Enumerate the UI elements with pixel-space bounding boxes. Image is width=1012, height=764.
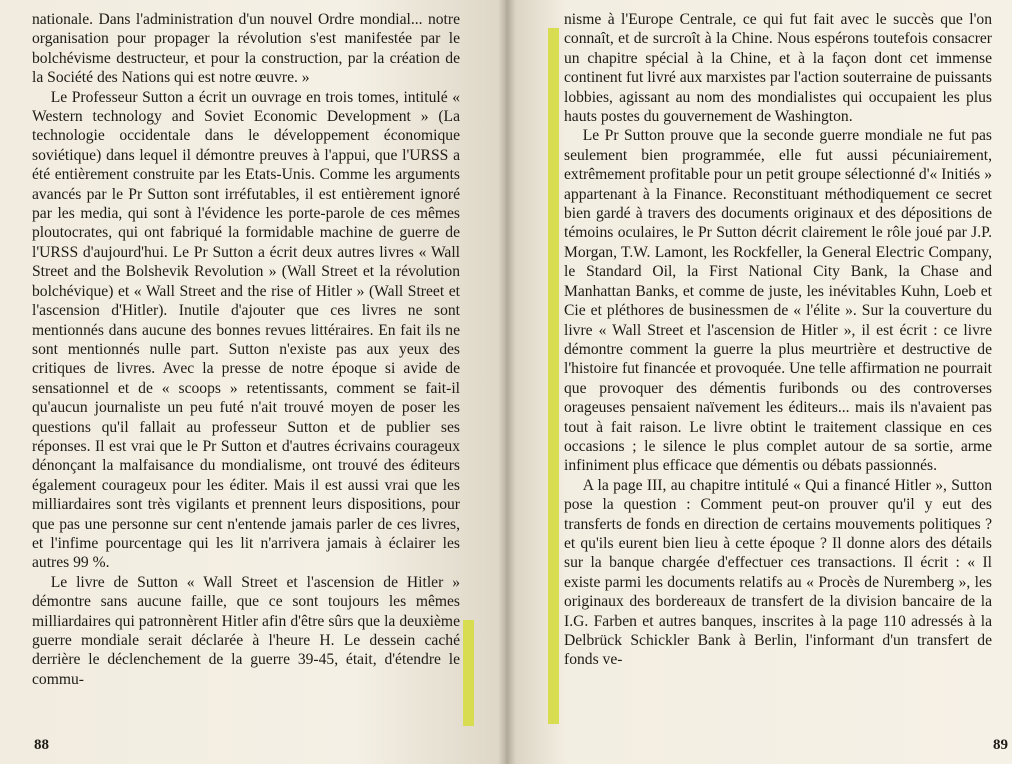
right-paragraph-2: Le Pr Sutton prouve que la seconde guerre mondiale ne fut pas seulement bien programmée, elle fut aussi pécuniairement, extrêmement profitable pour un petit groupe sélectionné d'« Initiés » appartenant à la Finance. Reconstituant méthodiquement ce secret bien gardé à travers des documents originaux et des dépositions de témoins oculaires, le Pr Sutton décrit clairement le rôle joué par J.P. Morgan, T.W. Lamont, les Rockfeller, la General Electric Company, le Standard Oil, la First National City Bank, la Chase and Manhattan Banks, et comme de juste, les inévitables Kuhn, Loeb et Cie et pléthores de businessmen de « l'élite ». Sur la couverture du livre « Wall Street et l'ascension de Hitler », il est écrit : ce livre démontre comment la guerre la plus meurtrière et destructive de l'histoire fut financée et provoquée. Une telle affirmation ne pourrait que provoquer des démentis furibonds ou des controverses orageuses pensaient naïvement les éditeurs... mais ils n'avaient pas tout à fait raison. Le livre obtint le traitement classique en ces occasions ; le silence le plus complet autour de sa sortie, arme infiniment plus efficace que démentis ou débats passionnés. <box>564 127 992 475</box>
page-number-right: 89 <box>993 737 1008 753</box>
right-page <box>506 0 1012 764</box>
right-paragraph-3: A la page III, au chapitre intitulé « Qui a financé Hitler », Sutton pose la question : Comment peut-on prouver qu'il y eut des transferts de fonds en direction de certains mouvements politiques ? et qu'ils eurent bien lieu à cette époque ? Il donne alors des détails sur la banque chargée d'effectuer ces transactions. Il écrit : « Il existe parmi les documents relatifs au « Procès de Nuremberg », les originaux des bordereaux de transfert de la division bancaire de la I.G. Farben et autres banques, inscrites à la page 110 adressés à la Delbrück Schickler Bank à Berlin, l'informant d'un transfert de fonds ve- <box>564 476 992 669</box>
left-paragraph-2: Le Professeur Sutton a écrit un ouvrage en trois tomes, intitulé « Western technology and Soviet Economic Development » (La technologie occidentale dans le développement économique soviétique) dans lequel il démontre preuves à l'appui, que l'URSS a été entièrement construite par les Etats-Unis. Comme les arguments avancés par le Pr Sutton sont irréfutables, il est entièrement ignoré par les media, qui sont à l'évidence les porte-parole de ces mêmes ploutocrates, qui ont fabriqué la formidable machine de guerre de l'URSS d'aujourd'hui. Le Pr Sutton a écrit deux autres livres « Wall Street and the Bolshevik Revolution » (Wall Street et la révolution bolchévique) et « Wall Street and the rise of Hitler » (Wall Street et l'ascension d'Hitler). Inutile d'ajouter que ces livres ne sont mentionnés dans aucune des bonnes revues littéraires. En fait ils ne sont mentionnés nulle part. Sutton n'existe pas aux yeux des critiques de livres. Avec la presse de notre époque si avide de sensationnel et de « scoops » retentissants, comment se fait-il qu'aucun journaliste un peu futé n'ait trouvé moyen de poser les questions qu'il fallait au professeur Sutton et de publier ses réponses. Il est vrai que le Pr Sutton et d'autres écrivains courageux dénonçant la malfaisance du mondialisme, ont trouvé des éditeurs également courageux pour les éditer. Mais il est aussi vrai que les milliardaires sont très vigilants et prennent leurs dispositions, pour que pas une personne sur cent n'entende jamais parler de ces livres, et l'infime pourcentage qui les lit n'arrivera jamais à éclairer les autres 99 %. <box>32 88 460 572</box>
page-number-left: 88 <box>34 737 49 753</box>
book-gutter <box>498 0 516 764</box>
left-paragraph-3: Le livre de Sutton « Wall Street et l'ascension de Hitler » démontre sans aucune faille, que ce sont toujours les mêmes milliardaires qui patronnèrent Hitler afin d'être sûrs que la deuxième guerre mondiale serait déclarée à l'heure H. Le dessein caché derrière le déclenchement de la guerre 39-45, était, d'étendre le commu- <box>32 573 460 688</box>
highlight-marker-left <box>463 620 474 726</box>
left-page-text <box>32 10 460 689</box>
highlight-marker-right <box>548 28 559 724</box>
right-page-text <box>564 10 992 670</box>
right-paragraph-1: nisme à l'Europe Centrale, ce qui fut fait avec le succès que l'on connaît, et de surcroît à la Chine. Nous espérons toutefois consacrer un chapitre spécial à la Chine, et à la façon dont cet immense continent fut livré aux marxistes par l'action souterraine de puissants lobbies, agissant au nom des mondialistes qui occupaient les plus hauts postes du gouvernement de Washington. <box>564 11 992 126</box>
left-paragraph-1: nationale. Dans l'administration d'un nouvel Ordre mondial... notre organisation pour propager la révolution s'est manifestée par le bolchévisme destructeur, et pour la construction, par la création de la Société des Nations qui est notre œuvre. » <box>32 11 460 87</box>
